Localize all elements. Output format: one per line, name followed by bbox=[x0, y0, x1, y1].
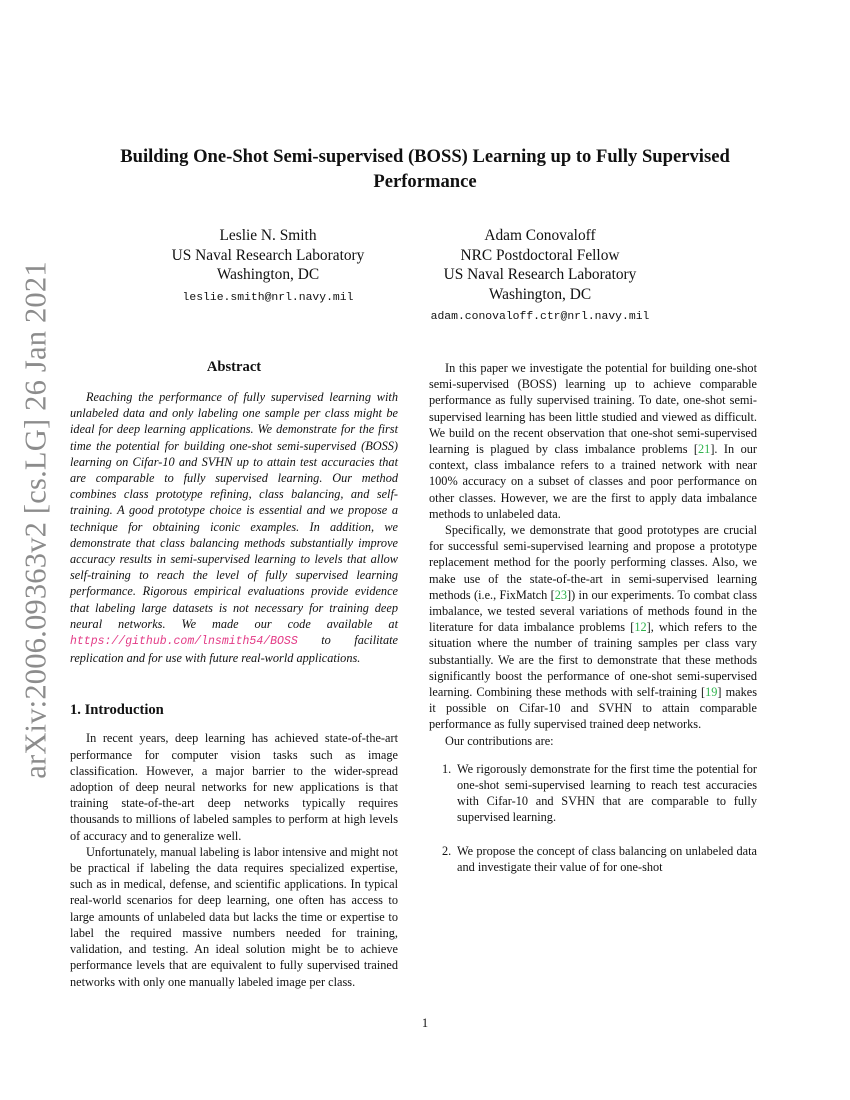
arxiv-identifier-stamp: arXiv:2006.09363v2 [cs.LG] 26 Jan 2021 bbox=[18, 261, 53, 779]
paragraph-text: Specifically, we demonstrate that good prototypes are crucial for successful semi-supervised learning and propose a prototype replacement method for the poorly performing classes. Also, we make use of the state-of-the-art in semi-supervised learning methods (i.e., FixMatch [ bbox=[429, 523, 757, 602]
page-number: 1 bbox=[421, 1016, 429, 1030]
author-block-smith bbox=[138, 226, 398, 308]
intro-paragraph: In recent years, deep learning has achieved state-of-the-art performance for computer vision tasks such as image classification. However, a major barrier to the wider-spread adoption of deep neural networks for new applications is that training state-of-the-art deep networks typically requires thousands to millions of labeled samples to perform at high levels of accuracy and to generalize well. bbox=[70, 731, 398, 843]
list-item-text: We rigorously demonstrate for the first time the potential for one-shot semi-supervised learning to reach test accuracies with Cifar-10 and SVHN that are comparable to fully supervised learning. bbox=[457, 761, 757, 825]
left-column bbox=[70, 357, 398, 990]
paragraph-text: ], which refers to the situation where the number of training samples per class vary substantially. We are the first to demonstrate that these methods significantly boost the performance of one-shot semi-supervised learning. Combining these methods with self-training [ bbox=[429, 620, 757, 700]
author-email[interactable]: leslie.smith@nrl.navy.mil bbox=[182, 291, 354, 304]
list-item-text: We propose the concept of class balancing on unlabeled data and investigate their value of for one-shot bbox=[457, 843, 757, 874]
author-location: Washington, DC bbox=[488, 285, 592, 303]
paragraph-text: ]) in our experiments. To combat class imbalance, we tested several variations of methods found in the literature for data imbalance problems [ bbox=[429, 587, 757, 635]
author-email[interactable]: adam.conovaloff.ctr@nrl.navy.mil bbox=[430, 311, 650, 323]
paragraph-text: ] makes it possible on Cifar-10 and SVHN to attain comparable performance as fully supervised trained deep networks. bbox=[429, 685, 757, 732]
list-item-number: 2. bbox=[442, 843, 452, 858]
paper-title: Building One-Shot Semi-supervised (BOSS) Learning up to Fully Supervised Performance bbox=[120, 146, 730, 192]
list-item-number: 1. bbox=[442, 761, 452, 776]
abstract-text bbox=[70, 389, 398, 666]
citation-link[interactable]: 19 bbox=[705, 685, 718, 700]
right-column bbox=[429, 360, 757, 892]
contributions-list bbox=[429, 761, 757, 875]
citation-link[interactable]: 21 bbox=[698, 442, 711, 457]
author-name: Adam Conovaloff bbox=[484, 227, 596, 244]
citation-link[interactable]: 23 bbox=[554, 587, 568, 602]
contributions-lead: Our contributions are: bbox=[445, 733, 554, 748]
author-affiliation: US Naval Research Laboratory bbox=[443, 266, 637, 283]
intro-paragraph: Unfortunately, manual labeling is labor intensive and might not be practical if labeling the data requires specialized expertise, such as in medical, defense, and scientific applications. In typical real-world scenarios for deep learning, one often has access to large amounts of unlabeled data but lacks the time or expertise to label the required massive numbers needed for training, validation, and testing. An ideal solution might be to achieve performance levels that are equivalent to fully supervised trained networks with only one manually labeled image per class. bbox=[70, 844, 398, 989]
abstract-text-part: Reaching the performance of fully supervised learning with unlabeled data and only labeling one sample per class might be ideal for deep learning applications. We demonstrate for the first time the potential for building one-shot semi-supervised (BOSS) learning on Cifar-10 and SVHN up to attain test accuracies that are comparable to fully supervised learning. Our method combines class prototype refining, class balancing, and self-training. A good prototype choice is essential and we propose a technique for obtaining iconic examples. In addition, we demonstrate that class balancing methods substantially improve accuracy results in semi-supervised learning to levels that allow self-training to reach the level of fully supervised learning performance. Rigorous empirical evaluations provide evidence that labeling large datasets is not necessary for training deep neural networks. We made our code available at bbox=[70, 390, 398, 631]
list-item bbox=[429, 843, 757, 875]
author-name: Leslie N. Smith bbox=[219, 227, 317, 244]
intro-paragraph bbox=[429, 522, 757, 733]
paragraph-text: ]. In our context, class imbalance refers to a trained network with near 100% accuracy on a subset of classes and poor performance on other classes. However, we are the first to apply data imbalance methods to unlabeled data. bbox=[429, 442, 757, 521]
intro-paragraph bbox=[429, 360, 757, 522]
introduction-heading: 1. Introduction bbox=[70, 702, 164, 719]
abstract-heading: Abstract bbox=[206, 359, 262, 375]
author-affiliation: US Naval Research Laboratory bbox=[171, 246, 365, 264]
author-block-conovaloff bbox=[400, 226, 680, 328]
author-location: Washington, DC bbox=[216, 266, 320, 283]
author-position: NRC Postdoctoral Fellow bbox=[460, 246, 620, 264]
citation-link[interactable]: 12 bbox=[634, 620, 647, 635]
list-item bbox=[429, 761, 757, 826]
code-repository-link[interactable]: https://github.com/lnsmith54/BOSS bbox=[70, 635, 298, 649]
abstract-text-part: to facilitate replication and for use with future real-world applications. bbox=[70, 633, 398, 666]
paragraph-text: In this paper we investigate the potential for building one-shot semi-supervised (BOSS) learning up to achieve comparable performance as fully supervised training. To date, one-shot semi-supervised learning has been little studied and viewed as difficult. We build on the recent observation that one-shot semi-supervised learning is plagued by class imbalance problems [ bbox=[429, 361, 757, 457]
